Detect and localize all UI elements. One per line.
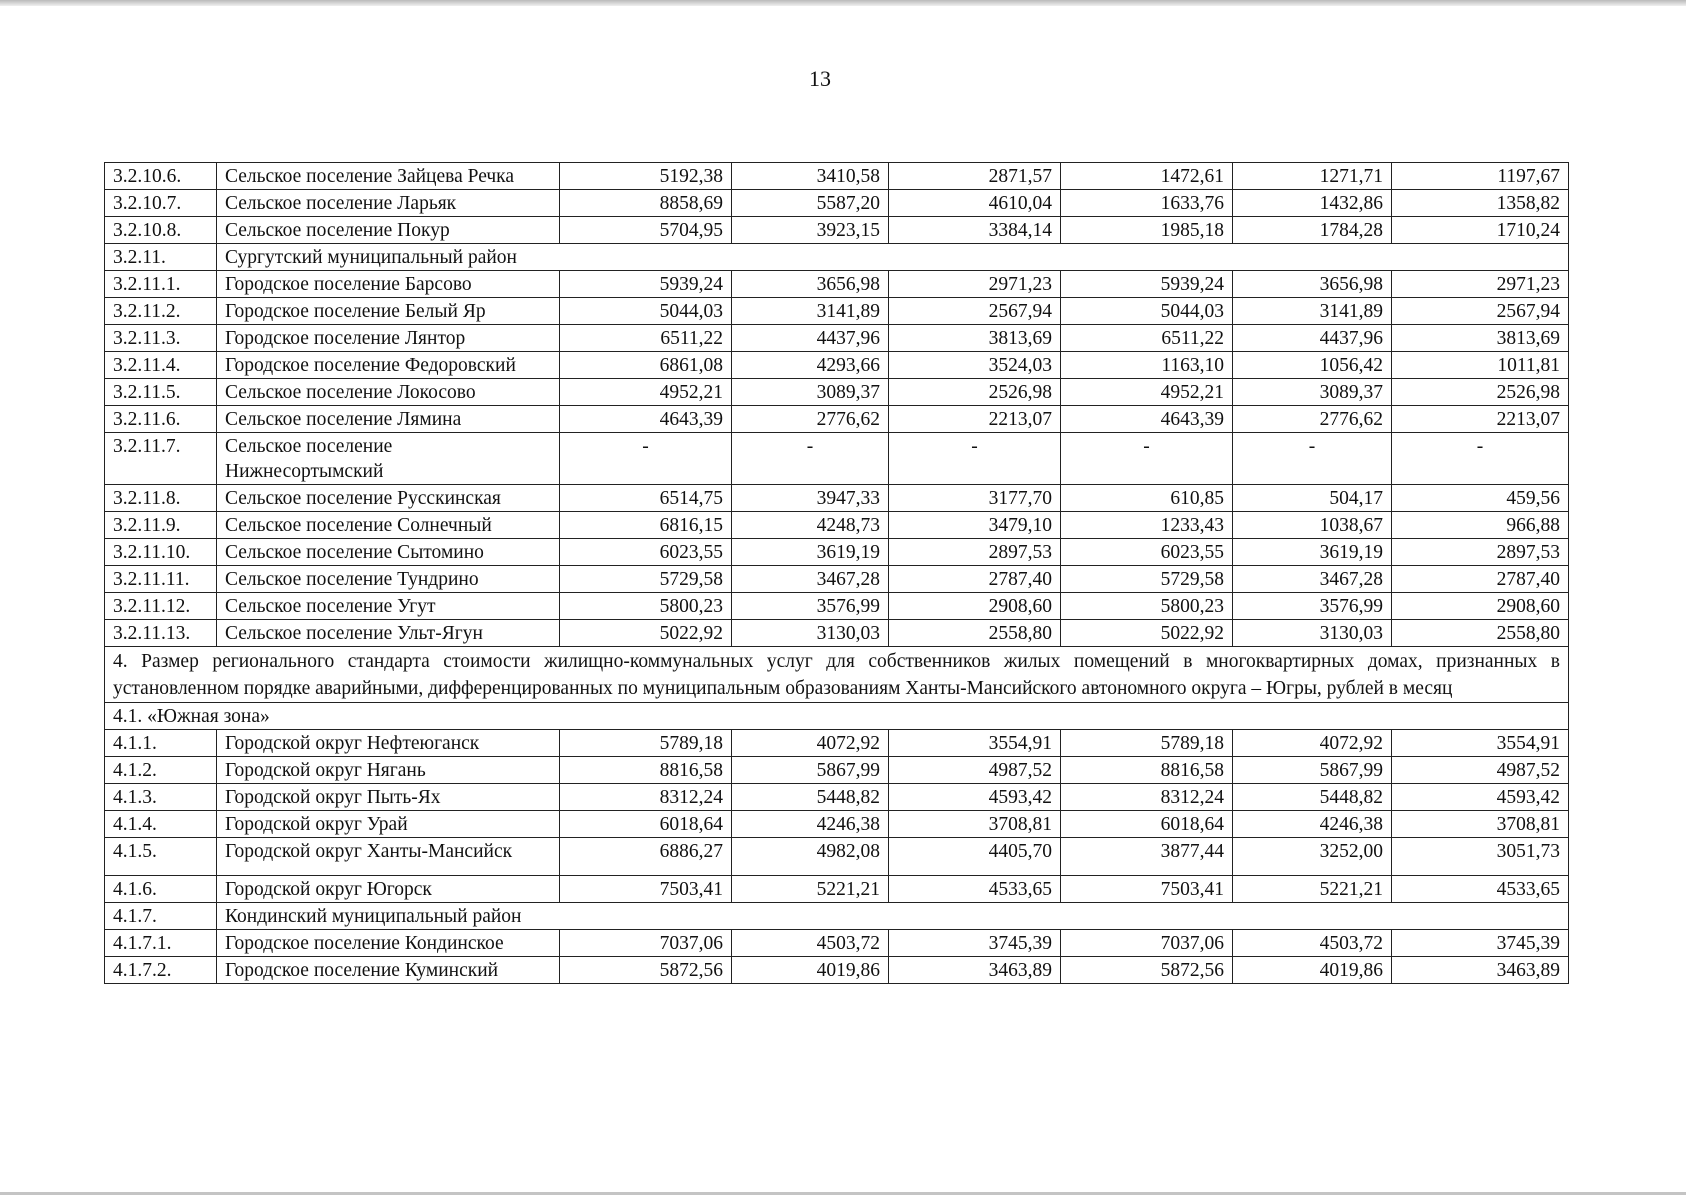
row-code: 3.2.11.2. [105,298,217,325]
value-cell: 8816,58 [1061,757,1233,784]
subheading-row [105,244,1569,271]
value-cell: 6511,22 [560,325,732,352]
row-name: Городской округ Пыть-Ях [217,784,560,811]
row-name: Сельское поселение Тундрино [217,566,560,593]
value-cell: 4593,42 [1392,784,1569,811]
value-cell: 4437,96 [732,325,889,352]
value-cell: 5867,99 [1233,757,1392,784]
value-cell: 1710,24 [1392,217,1569,244]
table-row [105,757,1569,784]
value-cell: 2213,07 [1392,406,1569,433]
value-cell: 3479,10 [889,512,1061,539]
table-row [105,876,1569,903]
value-cell: 8816,58 [560,757,732,784]
row-name: Сельское поселение Солнечный [217,512,560,539]
value-cell: 8858,69 [560,190,732,217]
value-cell: 2213,07 [889,406,1061,433]
row-name: Сельское поселение Покур [217,217,560,244]
rows-group-c [105,730,1569,903]
value-cell: 4952,21 [1061,379,1233,406]
row-code: 3.2.10.8. [105,217,217,244]
row-name: Сельское поселение Ларьяк [217,190,560,217]
value-cell: - [1233,433,1392,485]
value-cell: 4293,66 [732,352,889,379]
row-code: 4.1.5. [105,838,217,876]
row-code: 4.1.7.1. [105,930,217,957]
value-cell: 4533,65 [889,876,1061,903]
value-cell: 5939,24 [560,271,732,298]
row-code: 3.2.11.6. [105,406,217,433]
value-cell: 4643,39 [1061,406,1233,433]
row-name: Городской округ Урай [217,811,560,838]
value-cell: 5448,82 [732,784,889,811]
value-cell: 4593,42 [889,784,1061,811]
subheading-group-1 [105,244,1569,271]
value-cell: 3524,03 [889,352,1061,379]
value-cell: 3410,58 [732,163,889,190]
value-cell: 4246,38 [732,811,889,838]
row-code: 3.2.11.4. [105,352,217,379]
value-cell: 4246,38 [1233,811,1392,838]
row-code: 4.1.2. [105,757,217,784]
table-row [105,433,1569,485]
value-cell: 4019,86 [732,957,889,984]
value-cell: 4405,70 [889,838,1061,876]
value-cell: 4248,73 [732,512,889,539]
value-cell: 5022,92 [1061,620,1233,647]
value-cell: 5704,95 [560,217,732,244]
value-cell: 1633,76 [1061,190,1233,217]
value-cell: 5800,23 [1061,593,1233,620]
value-cell: 3813,69 [1392,325,1569,352]
value-cell: 3576,99 [1233,593,1392,620]
value-cell: 6514,75 [560,485,732,512]
value-cell: 3384,14 [889,217,1061,244]
value-cell: 2526,98 [1392,379,1569,406]
row-name: Сельское поселение Зайцева Речка [217,163,560,190]
row-code: 4.1.6. [105,876,217,903]
value-cell: 1271,71 [1233,163,1392,190]
value-cell: 1985,18 [1061,217,1233,244]
value-cell: 2871,57 [889,163,1061,190]
row-code: 3.2.11.8. [105,485,217,512]
value-cell: 4072,92 [732,730,889,757]
scan-edge-bottom [0,1192,1686,1195]
value-cell: 1472,61 [1061,163,1233,190]
table-row [105,838,1569,876]
subheading-group-2 [105,903,1569,930]
table-row [105,730,1569,757]
row-code: 3.2.11.9. [105,512,217,539]
value-cell: 3467,28 [732,566,889,593]
table-row [105,298,1569,325]
row-code: 3.2.11.10. [105,539,217,566]
table-row [105,512,1569,539]
row-code: 3.2.11.7. [105,433,217,485]
value-cell: 5221,21 [732,876,889,903]
value-cell: 3089,37 [732,379,889,406]
value-cell: 5192,38 [560,163,732,190]
table-row [105,271,1569,298]
row-code: 4.1.7. [105,903,217,930]
row-name: Сельское поселение Сытомино [217,539,560,566]
row-code: 4.1.1. [105,730,217,757]
table-row [105,620,1569,647]
value-cell: 2567,94 [889,298,1061,325]
value-cell: 5044,03 [1061,298,1233,325]
value-cell: 6886,27 [560,838,732,876]
row-code: 3.2.11.3. [105,325,217,352]
row-name: Городское поселение Барсово [217,271,560,298]
value-cell: 3619,19 [732,539,889,566]
value-cell: 5789,18 [560,730,732,757]
rows-group-d [105,930,1569,984]
value-cell: 7037,06 [560,930,732,957]
value-cell: 966,88 [1392,512,1569,539]
value-cell: 3554,91 [889,730,1061,757]
value-cell: 3051,73 [1392,838,1569,876]
table-row [105,163,1569,190]
row-name: Городское поселение Белый Яр [217,298,560,325]
table-row [105,352,1569,379]
value-cell: 3141,89 [732,298,889,325]
table-row [105,784,1569,811]
value-cell: 6511,22 [1061,325,1233,352]
subheading-title: Сургутский муниципальный район [217,244,1569,271]
value-cell: 3130,03 [1233,620,1392,647]
value-cell: 2971,23 [1392,271,1569,298]
subheading-row [105,903,1569,930]
value-cell: 5022,92 [560,620,732,647]
row-name: Сельское поселение Ульт-Ягун [217,620,560,647]
value-cell: 5729,58 [560,566,732,593]
value-cell: 3877,44 [1061,838,1233,876]
value-cell: 6018,64 [1061,811,1233,838]
table-row [105,930,1569,957]
value-cell: 504,17 [1233,485,1392,512]
value-cell: 3619,19 [1233,539,1392,566]
table-row [105,485,1569,512]
value-cell: 3576,99 [732,593,889,620]
row-name: Городской округ Югорск [217,876,560,903]
value-cell: 1233,43 [1061,512,1233,539]
value-cell: 5867,99 [732,757,889,784]
value-cell: 2776,62 [732,406,889,433]
value-cell: 1784,28 [1233,217,1392,244]
value-cell: 3947,33 [732,485,889,512]
value-cell: 5044,03 [560,298,732,325]
value-cell: 1056,42 [1233,352,1392,379]
table-row [105,593,1569,620]
value-cell: 459,56 [1392,485,1569,512]
section-heading-row [105,647,1569,703]
value-cell: 1163,10 [1061,352,1233,379]
value-cell: 5800,23 [560,593,732,620]
value-cell: 3813,69 [889,325,1061,352]
table-row [105,957,1569,984]
value-cell: 8312,24 [560,784,732,811]
row-name: Городское поселение Куминский [217,957,560,984]
value-cell: - [889,433,1061,485]
value-cell: 1038,67 [1233,512,1392,539]
value-cell: 5221,21 [1233,876,1392,903]
row-code: 3.2.11.12. [105,593,217,620]
row-code: 3.2.10.6. [105,163,217,190]
row-code: 4.1.7.2. [105,957,217,984]
row-code: 3.2.11.1. [105,271,217,298]
row-code: 4.1.4. [105,811,217,838]
value-cell: 2558,80 [889,620,1061,647]
section-4-group [105,647,1569,730]
row-code: 3.2.11.5. [105,379,217,406]
scan-edge-top [0,0,1686,6]
value-cell: 3252,00 [1233,838,1392,876]
value-cell: 5872,56 [1061,957,1233,984]
row-name: Сельское поселение Лямина [217,406,560,433]
table-row [105,190,1569,217]
value-cell: - [560,433,732,485]
value-cell: 1358,82 [1392,190,1569,217]
zone-heading: 4.1. «Южная зона» [105,703,1569,730]
row-code: 4.1.3. [105,784,217,811]
row-name: Сельское поселение Угут [217,593,560,620]
value-cell: 2971,23 [889,271,1061,298]
row-code: 3.2.10.7. [105,190,217,217]
value-cell: 2908,60 [889,593,1061,620]
value-cell: 3141,89 [1233,298,1392,325]
table-row [105,811,1569,838]
value-cell: 3708,81 [1392,811,1569,838]
value-cell: 2567,94 [1392,298,1569,325]
value-cell: 3463,89 [889,957,1061,984]
value-cell: 6861,08 [560,352,732,379]
value-cell: 4987,52 [1392,757,1569,784]
value-cell: 4019,86 [1233,957,1392,984]
value-cell: 4982,08 [732,838,889,876]
row-name: Сельское поселение Нижнесортымский [217,433,560,485]
value-cell: 2558,80 [1392,620,1569,647]
table-row [105,325,1569,352]
value-cell: 2787,40 [889,566,1061,593]
value-cell: 7503,41 [1061,876,1233,903]
value-cell: 8312,24 [1061,784,1233,811]
value-cell: 2787,40 [1392,566,1569,593]
row-name: Городское поселение Лянтор [217,325,560,352]
value-cell: 4987,52 [889,757,1061,784]
value-cell: 5729,58 [1061,566,1233,593]
value-cell: 3554,91 [1392,730,1569,757]
zone-heading-row [105,703,1569,730]
table-row [105,217,1569,244]
rows-group-a [105,163,1569,244]
value-cell: 3923,15 [732,217,889,244]
value-cell: 6018,64 [560,811,732,838]
value-cell: 3467,28 [1233,566,1392,593]
value-cell: 6023,55 [1061,539,1233,566]
value-cell: 3708,81 [889,811,1061,838]
value-cell: 1432,86 [1233,190,1392,217]
value-cell: 5789,18 [1061,730,1233,757]
value-cell: 1011,81 [1392,352,1569,379]
row-name: Городское поселение Кондинское [217,930,560,957]
value-cell: 3745,39 [1392,930,1569,957]
row-name: Сельское поселение Русскинская [217,485,560,512]
value-cell: 4503,72 [1233,930,1392,957]
value-cell: 2526,98 [889,379,1061,406]
value-cell: - [1392,433,1569,485]
row-code: 3.2.11.11. [105,566,217,593]
section-4-heading: 4. Размер регионального стандарта стоимости жилищно-коммунальных услуг для собственников жилых помещений в многоквартирных домах, признанных в установленном порядке аварийными, дифференцированных по муниципальным образованиям Ханты-Мансийского автономного округа – Югры, рублей в месяц [105,647,1569,703]
row-name: Городской округ Нефтеюганск [217,730,560,757]
value-cell: 7503,41 [560,876,732,903]
value-cell: 1197,67 [1392,163,1569,190]
value-cell: 6023,55 [560,539,732,566]
value-cell: 5587,20 [732,190,889,217]
row-name: Городской округ Нягань [217,757,560,784]
value-cell: - [1061,433,1233,485]
value-cell: 2908,60 [1392,593,1569,620]
value-cell: 5872,56 [560,957,732,984]
value-cell: 6816,15 [560,512,732,539]
page-number: 13 [809,66,831,91]
table-row [105,539,1569,566]
value-cell: 4610,04 [889,190,1061,217]
rows-group-b [105,271,1569,647]
value-cell: 3130,03 [732,620,889,647]
value-cell: 4072,92 [1233,730,1392,757]
row-code: 3.2.11.13. [105,620,217,647]
row-name: Городской округ Ханты-Мансийск [217,838,560,876]
value-cell: 7037,06 [1061,930,1233,957]
value-cell: 4437,96 [1233,325,1392,352]
value-cell: 3089,37 [1233,379,1392,406]
row-code: 3.2.11. [105,244,217,271]
value-cell: 4952,21 [560,379,732,406]
value-cell: 2776,62 [1233,406,1392,433]
value-cell: 4533,65 [1392,876,1569,903]
subheading-title: Кондинский муниципальный район [217,903,1569,930]
table-row [105,379,1569,406]
row-name: Сельское поселение Локосово [217,379,560,406]
value-cell: 610,85 [1061,485,1233,512]
value-cell: 4643,39 [560,406,732,433]
table-row [105,406,1569,433]
value-cell: 5448,82 [1233,784,1392,811]
value-cell: 2897,53 [889,539,1061,566]
value-cell: 4503,72 [732,930,889,957]
value-cell: 3463,89 [1392,957,1569,984]
value-cell: 3656,98 [732,271,889,298]
table-row [105,566,1569,593]
value-cell: 5939,24 [1061,271,1233,298]
row-name: Городское поселение Федоровский [217,352,560,379]
value-cell: 3745,39 [889,930,1061,957]
value-cell: 3177,70 [889,485,1061,512]
value-cell: 2897,53 [1392,539,1569,566]
value-cell: - [732,433,889,485]
value-cell: 3656,98 [1233,271,1392,298]
tariff-table [104,162,1569,984]
